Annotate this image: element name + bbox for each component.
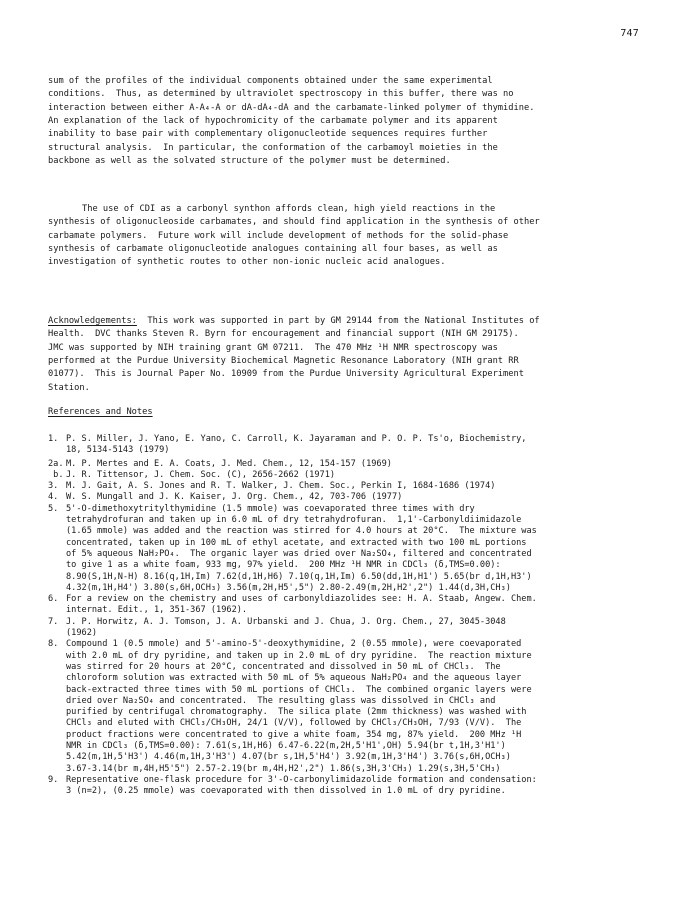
reference-text [66, 775, 668, 798]
reference-text [66, 434, 668, 457]
reference-line: to give 1 as a white foam, 933 mg, 97% yield. 200 MHz ¹H NMR in CDCl₃ (δ,TMS=0.00): [66, 560, 501, 571]
reference-text [66, 459, 668, 470]
reference-text [66, 594, 668, 617]
reference-line: purified by centrifugal chromatography. The silica plate (2mm thickness) was washed with [66, 707, 527, 718]
reference-item [48, 594, 668, 617]
reference-line: Compound 1 (0.5 mmole) and 5'-amino-5'-deoxythymidine, 2 (0.55 mmole), were coevaporated [66, 639, 522, 650]
text-line: structural analysis. In particular, the conformation of the carbamoyl moieties in the [48, 142, 498, 153]
reference-item [48, 617, 668, 640]
reference-line: 4.32(m,1H,H4') 3.80(s,6H,OCH₃) 3.56(m,2H,H5',5") 2.80-2.49(m,2H,H2',2") 1.44(d,3H,CH₃) [66, 582, 511, 593]
reference-text [66, 504, 668, 594]
paragraph-carbamate-polymer [48, 75, 658, 168]
reference-line: 5'-O-dimethoxytritylthymidine (1.5 mmole) was coevaporated three times with dry [66, 503, 475, 514]
reference-line: tetrahydrofuran and taken up in 6.0 mL of dry tetrahydrofuran. 1,1'-Carbonyldiimidazole [66, 515, 522, 526]
reference-text [66, 481, 668, 492]
reference-text [66, 470, 668, 481]
acknowledgements-text: This work was supported in part by GM 29144 from the National Institutes of [136, 316, 540, 326]
page-number: 747 [620, 28, 639, 39]
reference-line: chloroform solution was extracted with 50 mL of 5% aqueous NaH₂PO₄ and the aqueous layer [66, 673, 522, 684]
reference-line: W. S. Mungall and J. K. Kaiser, J. Org. Chem., 42, 703-706 (1977) [66, 492, 403, 503]
reference-line: 3.67-3.14(br m,4H,H5'5") 2.57-2.19(br m,4H,H2',2") 1.86(s,3H,3'CH₃) 1.29(s,3H,5'CH₃) [66, 763, 501, 774]
text-line: performed at the Purdue University Biochemical Magnetic Resonance Laboratory (NIH grant RR [48, 356, 519, 367]
reference-number: 4. [48, 492, 59, 503]
acknowledgements-section [48, 315, 658, 395]
text-line: backbone as well as the solvated structure of the polymer must be determined. [48, 156, 451, 167]
text-line: Station. [48, 382, 90, 393]
text-line: investigation of synthetic routes to other non-ionic nucleic acid analogues. [48, 257, 446, 268]
reference-item [48, 492, 668, 503]
reference-line: J. R. Tittensor, J. Chem. Soc. (C), 2656-2662 (1971) [66, 469, 336, 480]
reference-number: 6. [48, 594, 59, 605]
reference-item [48, 481, 668, 492]
references-list [48, 434, 668, 798]
reference-item [48, 775, 668, 798]
reference-text [66, 617, 668, 640]
reference-line: Representative one-flask procedure for 3'-O-carbonylimidazolide formation and condensation: [66, 774, 537, 785]
reference-line: (1.65 mmole) was added and the reaction was stirred for 4.0 hours at 20°C. The mixture was [66, 526, 537, 537]
paragraph-cdi-synthon [48, 203, 658, 270]
reference-text [66, 492, 668, 503]
text-line: inability to base pair with complementary oligonucleotide sequences requires further [48, 129, 488, 140]
reference-text [66, 639, 668, 775]
reference-line: 8.90(S,1H,N-H) 8.16(q,1H,Im) 7.62(d,1H,H6) 7.10(q,1H,Im) 6.50(dd,1H,H1') 5.65(br d,1H,H3') [66, 571, 532, 582]
text-line: 01077). This is Journal Paper No. 10909 from the Purdue University Agricultural Experiment [48, 369, 524, 380]
reference-line: with 2.0 mL of dry pyridine, and taken up in 2.0 mL of dry pyridine. The reaction mixture [66, 650, 532, 661]
reference-line: dried over Na₂SO₄ and concentrated. The resulting glass was dissolved in CHCl₃ and [66, 695, 496, 706]
text-line: An explanation of the lack of hypochromicity of the carbamate polymer and its apparent [48, 116, 498, 127]
reference-line: of 5% aqueous NaH₂PO₄. The organic layer was dried over Na₂SO₄, filtered and concentrated [66, 548, 532, 559]
reference-line: (1962) [66, 628, 98, 639]
reference-item [48, 504, 668, 594]
text-line: JMC was supported by NIH training grant GM 07211. The 470 MHz ¹H NMR spectroscopy was [48, 342, 498, 353]
reference-item [48, 434, 668, 457]
text-line: synthesis of carbamate oligonucleotide analogues containing all four bases, as well as [48, 244, 498, 255]
reference-line: M. J. Gait, A. S. Jones and R. T. Walker, J. Chem. Soc., Perkin I, 1684-1686 (1974) [66, 481, 496, 492]
references-heading-block [48, 406, 658, 419]
acknowledgements-heading: Acknowledgements: [48, 316, 137, 326]
reference-line: concentrated, taken up in 100 mL of ethyl acetate, and extracted with two 100 mL portions [66, 537, 527, 548]
text-line: synthesis of oligonucleoside carbamates, and should find application in the synthesis of other [48, 217, 540, 228]
text-line: interaction between either A-A₄-A or dA-dA₄-dA and the carbamate-linked polymer of thymidine. [48, 102, 535, 113]
reference-line: P. S. Miller, J. Yano, E. Yano, C. Carroll, K. Jayaraman and P. O. P. Ts'o, Biochemistry, [66, 434, 527, 444]
text-line: sum of the profiles of the individual components obtained under the same experimental [48, 76, 493, 86]
reference-number: 3. [48, 481, 59, 492]
reference-number: 1. [48, 434, 59, 444]
reference-line: 18, 5134-5143 (1979) [66, 445, 170, 456]
text-line: The use of CDI as a carbonyl synthon affords clean, high yield reactions in the [82, 204, 496, 214]
references-heading: References and Notes [48, 407, 153, 417]
reference-line: J. P. Horwitz, A. J. Tomson, J. A. Urbanski and J. Chua, J. Org. Chem., 27, 3045-3048 [66, 616, 506, 627]
reference-line: 3 (n=2), (0.25 mmole) was coevaporated with then dissolved in 1.0 mL of dry pyridine. [66, 786, 506, 797]
reference-line: CHCl₃ and eluted with CHCl₃/CH₃OH, 24/1 (V/V), followed by CHCl₃/CH₃OH, 7/93 (V/V). The [66, 718, 522, 729]
reference-number: b. [48, 469, 64, 480]
reference-number: 9. [48, 774, 59, 785]
reference-number: 7. [48, 616, 59, 627]
text-line: conditions. Thus, as determined by ultraviolet spectroscopy in this buffer, there was no [48, 89, 514, 100]
reference-line: was stirred for 20 hours at 20°C, concentrated and dissolved in 50 mL of CHCl₃. The [66, 661, 501, 672]
reference-number: 8. [48, 639, 59, 650]
text-line: Health. DVC thanks Steven R. Byrn for encouragement and financial support (NIH GM 29175). [48, 329, 519, 340]
text-line [48, 315, 658, 328]
text-line: carbamate polymers. Future work will include development of methods for the solid-phase [48, 230, 509, 241]
reference-line: For a review on the chemistry and uses of carbonyldiazolides see: H. A. Staab, Angew. Chem. [66, 594, 537, 605]
reference-line: 5.42(m,1H,5'H3') 4.46(m,1H,3'H3') 4.07(br s,1H,5'H4') 3.92(m,1H,3'H4') 3.76(s,6H,OCH₃) [66, 752, 511, 763]
reference-item [48, 470, 668, 481]
reference-item [48, 639, 668, 775]
reference-line: product fractions were concentrated to give a white foam, 354 mg, 87% yield. 200 MHz ¹H [66, 729, 522, 740]
reference-number: 2a. [48, 458, 64, 469]
reference-item [48, 459, 668, 470]
reference-line: internat. Edit., 1, 351-367 (1962). [66, 605, 248, 616]
reference-line: NMR in CDCl₃ (δ,TMS=0.00): 7.61(s,1H,H6) 6.47-6.22(m,2H,5'H1',OH) 5.94(br t,1H,3'H1') [66, 741, 506, 752]
reference-line: M. P. Mertes and E. A. Coats, J. Med. Chem., 12, 154-157 (1969) [66, 458, 392, 469]
reference-line: back-extracted three times with 50 mL portions of CHCl₃. The combined organic layers were [66, 684, 532, 695]
reference-number: 5. [48, 503, 59, 514]
